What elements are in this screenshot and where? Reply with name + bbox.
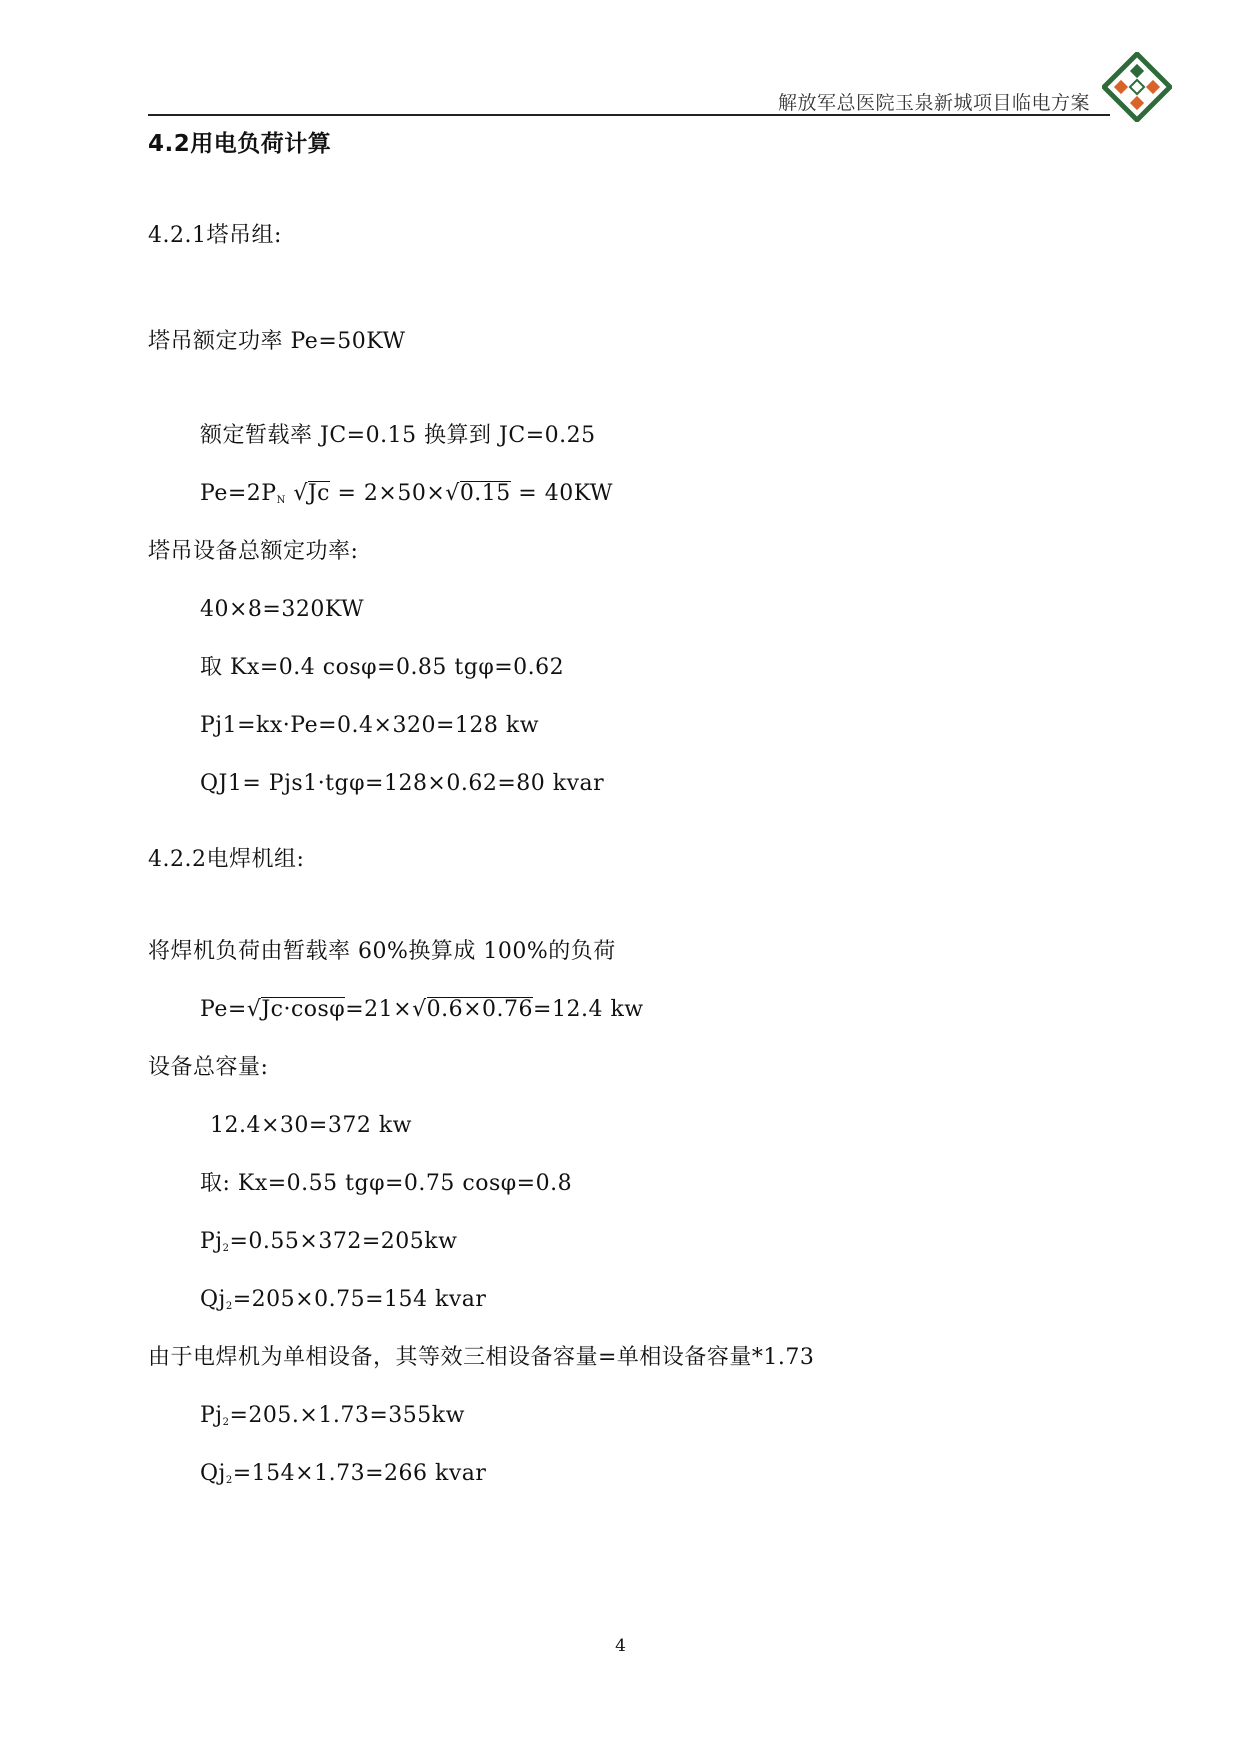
qj2-value: =205×0.75=154 kvar xyxy=(232,1287,487,1312)
sqrt-radicand: Jc·cosφ xyxy=(261,997,346,1022)
company-logo-icon xyxy=(1102,52,1172,122)
pj2-prefix: Pj xyxy=(200,1229,223,1254)
header-rule xyxy=(148,114,1110,116)
welder-pj2 xyxy=(200,1228,457,1263)
qj2-subscript: 2 xyxy=(225,1301,233,1312)
crane-rated-power: 塔吊额定功率 Pe=50KW xyxy=(148,329,406,354)
pj2-subscript: 2 xyxy=(222,1243,230,1254)
welder-coefficients: 取: Kx=0.55 tgφ=0.75 cosφ=0.8 xyxy=(200,1171,573,1196)
welder-capacity-label: 设备总容量: xyxy=(148,1055,269,1080)
welder-qj2-equiv xyxy=(200,1460,486,1495)
sqrt-sign: √ xyxy=(246,997,262,1022)
sqrt-sign: √ xyxy=(445,481,460,506)
single-phase-note: 由于电焊机为单相设备，其等效三相设备容量=单相设备容量*1.73 xyxy=(148,1345,815,1370)
duty-conversion: 额定暂载率 JC=0.15 换算到 JC=0.25 xyxy=(200,423,596,448)
welder-pj2-equiv xyxy=(200,1402,465,1437)
pe-prefix: Pe=2P xyxy=(200,481,277,506)
crane-coefficients: 取 Kx=0.4 cosφ=0.85 tgφ=0.62 xyxy=(200,655,565,680)
pe-mid: = 2×50× xyxy=(330,481,446,506)
sqrt-radicand: 0.15 xyxy=(459,481,511,506)
subsection-heading-422: 4.2.2电焊机组: xyxy=(148,847,305,872)
pj2b-value: =205.×1.73=355kw xyxy=(229,1403,465,1428)
crane-total-label: 塔吊设备总额定功率: xyxy=(148,539,359,564)
crane-pe-formula xyxy=(200,480,613,515)
qj2b-subscript: 2 xyxy=(225,1475,233,1486)
pe-suffix: = 40KW xyxy=(510,481,613,506)
sqrt-sign: √ xyxy=(412,997,427,1022)
pe-prefix: Pe= xyxy=(200,997,247,1022)
pe-mid: =21× xyxy=(345,997,413,1022)
welder-capacity-value: 12.4×30=372 kw xyxy=(210,1113,412,1138)
welder-pe-formula xyxy=(200,996,644,1024)
pj2-value: =0.55×372=205kw xyxy=(229,1229,458,1254)
qj2-prefix: Qj xyxy=(200,1287,226,1312)
welder-qj2 xyxy=(200,1286,486,1321)
pj2b-subscript: 2 xyxy=(222,1417,230,1428)
welder-convert-note: 将焊机负荷由暂载率 60%换算成 100%的负荷 xyxy=(148,939,616,964)
qj2b-prefix: Qj xyxy=(200,1461,226,1486)
subsection-heading-421: 4.2.1塔吊组: xyxy=(148,223,282,248)
pj2b-prefix: Pj xyxy=(200,1403,223,1428)
crane-total-value: 40×8=320KW xyxy=(200,597,365,622)
running-header: 解放军总医院玉泉新城项目临电方案 xyxy=(777,92,1090,114)
pe-subscript: N xyxy=(276,495,286,506)
crane-pj1: Pj1=kx·Pe=0.4×320=128 kw xyxy=(200,713,540,738)
qj2b-value: =154×1.73=266 kvar xyxy=(232,1461,487,1486)
page-number: 4 xyxy=(615,1636,626,1656)
sqrt-sign: √ xyxy=(293,481,308,506)
pe-suffix: =12.4 kw xyxy=(533,997,644,1022)
sqrt-radicand: Jc xyxy=(307,481,330,506)
sqrt-radicand: 0.6×0.76 xyxy=(426,997,534,1022)
crane-qj1: QJ1= Pjs1·tgφ=128×0.62=80 kvar xyxy=(200,771,605,796)
section-title: 4.2用电负荷计算 xyxy=(148,131,332,157)
